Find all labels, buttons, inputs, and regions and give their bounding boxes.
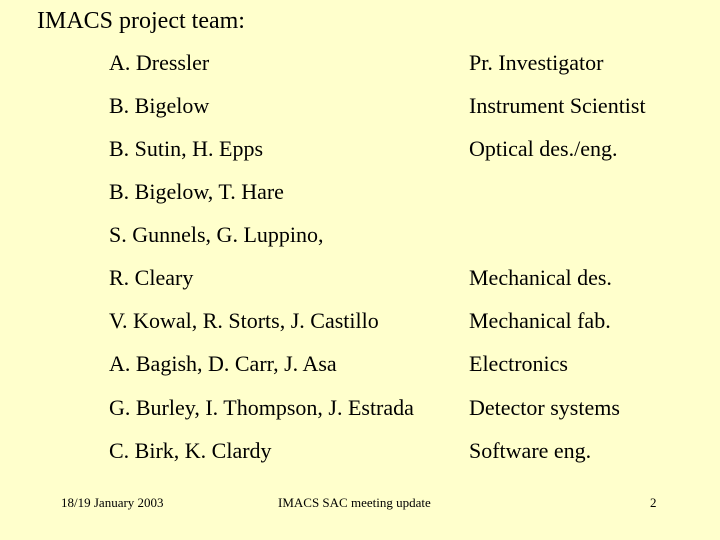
team-row [0, 393, 720, 423]
page-number: 2 [650, 495, 657, 510]
member-role: Electronics [469, 351, 568, 376]
team-row [0, 263, 720, 293]
member-names: V. Kowal, R. Storts, J. Castillo [109, 308, 379, 333]
team-row [0, 48, 720, 78]
member-names: A. Dressler [109, 50, 210, 75]
member-role: Mechanical des. [469, 265, 612, 290]
member-names: B. Bigelow, T. Hare [109, 179, 284, 204]
member-role: Instrument Scientist [469, 93, 646, 118]
member-names: B. Sutin, H. Epps [109, 136, 264, 161]
footer-title: IMACS SAC meeting update [278, 495, 431, 510]
member-names: R. Cleary [109, 265, 194, 290]
team-row [0, 177, 720, 207]
member-role: Pr. Investigator [469, 50, 604, 75]
team-row [0, 436, 720, 466]
member-names: C. Birk, K. Clardy [109, 438, 272, 463]
team-row [0, 306, 720, 336]
team-row [0, 220, 720, 250]
member-role: Optical des./eng. [469, 136, 618, 161]
team-row [0, 134, 720, 164]
team-row [0, 349, 720, 379]
member-names: A. Bagish, D. Carr, J. Asa [109, 351, 337, 376]
team-row [0, 91, 720, 121]
member-names: S. Gunnels, G. Luppino, [109, 222, 324, 247]
member-names: B. Bigelow [109, 93, 210, 118]
member-role: Detector systems [469, 395, 620, 420]
slide-title: IMACS project team: [37, 8, 245, 34]
footer-date: 18/19 January 2003 [61, 495, 164, 510]
member-role: Mechanical fab. [469, 308, 611, 333]
member-names: G. Burley, I. Thompson, J. Estrada [109, 395, 414, 420]
member-role: Software eng. [469, 438, 592, 463]
